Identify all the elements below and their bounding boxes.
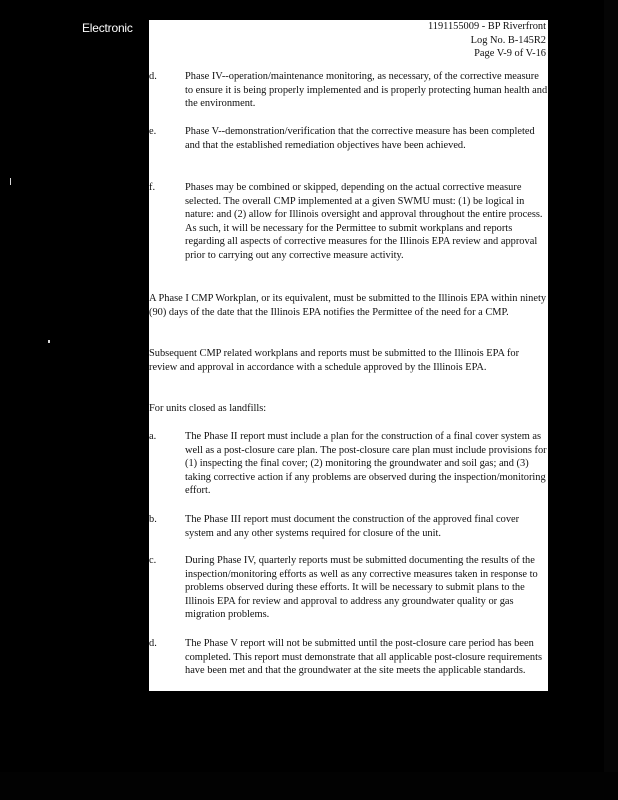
list-item-text: The Phase II report must include a plan for the construction of a final cover system as well as a post-closure care plan. The post-closure care plan must include provisions for (1) inspecting the final cover; (2) monitoring the groundwater and soil gas; and (3) taking corrective action if any problems are observed during the inspection/monitoring effort. bbox=[185, 431, 547, 497]
scan-speck bbox=[48, 340, 50, 343]
list-item-label: c. bbox=[149, 555, 157, 566]
paragraph-landfills-heading: For units closed as landfills: bbox=[149, 403, 267, 414]
scan-edge-bottom bbox=[0, 772, 618, 800]
list-item-text: The Phase III report must document the construction of the approved final cover system and any other systems required for closure of the unit. bbox=[185, 514, 520, 539]
header-log-number: Log No. B-145R2 bbox=[470, 34, 546, 46]
list-item-text: Phases may be combined or skipped, depending on the actual corrective measure selected. The overall CMP implemented at a given SWMU must: (1) be logical in nature: and (2) allow for Illinois oversight and approval throughout the entire process. As such, it will be necessary for the Permittee to submit workplans and reports regarding all aspects of corrective measures for the Illinois EPA review and approval prior to carrying out any corrective measure activity. bbox=[185, 182, 543, 261]
list-item-label: d. bbox=[149, 71, 157, 82]
list-item-label: f. bbox=[149, 182, 156, 193]
paragraph-subsequent-workplans: Subsequent CMP related workplans and reports must be submitted to the Illinois EPA for review and approval in accordance with a schedule approved by the Illinois EPA. bbox=[149, 348, 520, 373]
scan-speck bbox=[10, 178, 11, 185]
list-item-label: b. bbox=[149, 514, 157, 525]
list-item-text: Phase IV--operation/maintenance monitoring, as necessary, of the corrective measure to ensure it is being properly implemented and is properly protecting human health and the environment. bbox=[185, 71, 548, 110]
list-item-text: The Phase V report will not be submitted until the post-closure care period has been completed. This report must demonstrate that all applicable post-closure requirements have been met and that the groundwater at the site meets the applicable standards. bbox=[185, 638, 543, 677]
document-page bbox=[149, 20, 548, 691]
scan-edge-right bbox=[604, 0, 618, 800]
list-item-label: d. bbox=[149, 638, 157, 649]
header-page-number: Page V-9 of V-16 bbox=[474, 48, 546, 59]
paragraph-phase-i-workplan: A Phase I CMP Workplan, or its equivalent, must be submitted to the Illinois EPA within ninety (90) days of the date that the Illinois EPA notifies the Permittee of the need for a CMP. bbox=[149, 293, 547, 318]
header-facility: 1191155009 - BP Riverfront bbox=[427, 21, 546, 32]
page-header bbox=[428, 20, 546, 61]
list-item-label: a. bbox=[149, 431, 157, 442]
list-item-label: e. bbox=[149, 126, 157, 137]
list-item-text: Phase V--demonstration/verification that the corrective measure has been completed and that the established remediation objectives have been achieved. bbox=[185, 126, 535, 151]
list-item-text: During Phase IV, quarterly reports must be submitted documenting the results of the inspection/monitoring efforts as well as any corrective measures taken in response to problems observed during these efforts. It will be necessary to submit plans to the Illinois EPA for review and approval to address any groundwater quality or gas migration problems. bbox=[185, 555, 538, 621]
electronic-label: Electronic bbox=[82, 21, 133, 35]
